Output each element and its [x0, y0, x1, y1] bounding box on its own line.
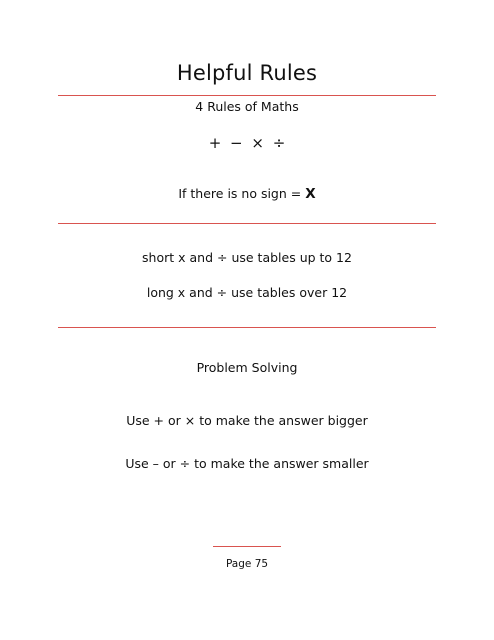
no-sign-rule: [0, 186, 494, 202]
divider-middle: [58, 223, 436, 224]
divider-bottom: [58, 327, 436, 328]
short-multiplication-rule: short x and ÷ use tables up to 12: [142, 250, 352, 265]
long-multiplication-rule: long x and ÷ use tables over 12: [146, 285, 348, 300]
page-number: Page 75: [225, 558, 269, 570]
smaller-answer-rule: Use – or ÷ to make the answer smaller: [125, 456, 369, 471]
divider-top: [58, 95, 436, 96]
page-title: Helpful Rules: [176, 61, 318, 85]
rules-of-maths-heading: 4 Rules of Maths: [195, 99, 299, 114]
bigger-answer-rule: Use + or × to make the answer bigger: [126, 413, 368, 428]
operator-symbols: + − × ÷: [208, 134, 286, 152]
no-sign-text: If there is no sign =: [178, 186, 306, 201]
problem-solving-heading: Problem Solving: [196, 360, 298, 375]
footer-rule: [213, 546, 281, 547]
multiply-symbol: X: [305, 186, 316, 202]
